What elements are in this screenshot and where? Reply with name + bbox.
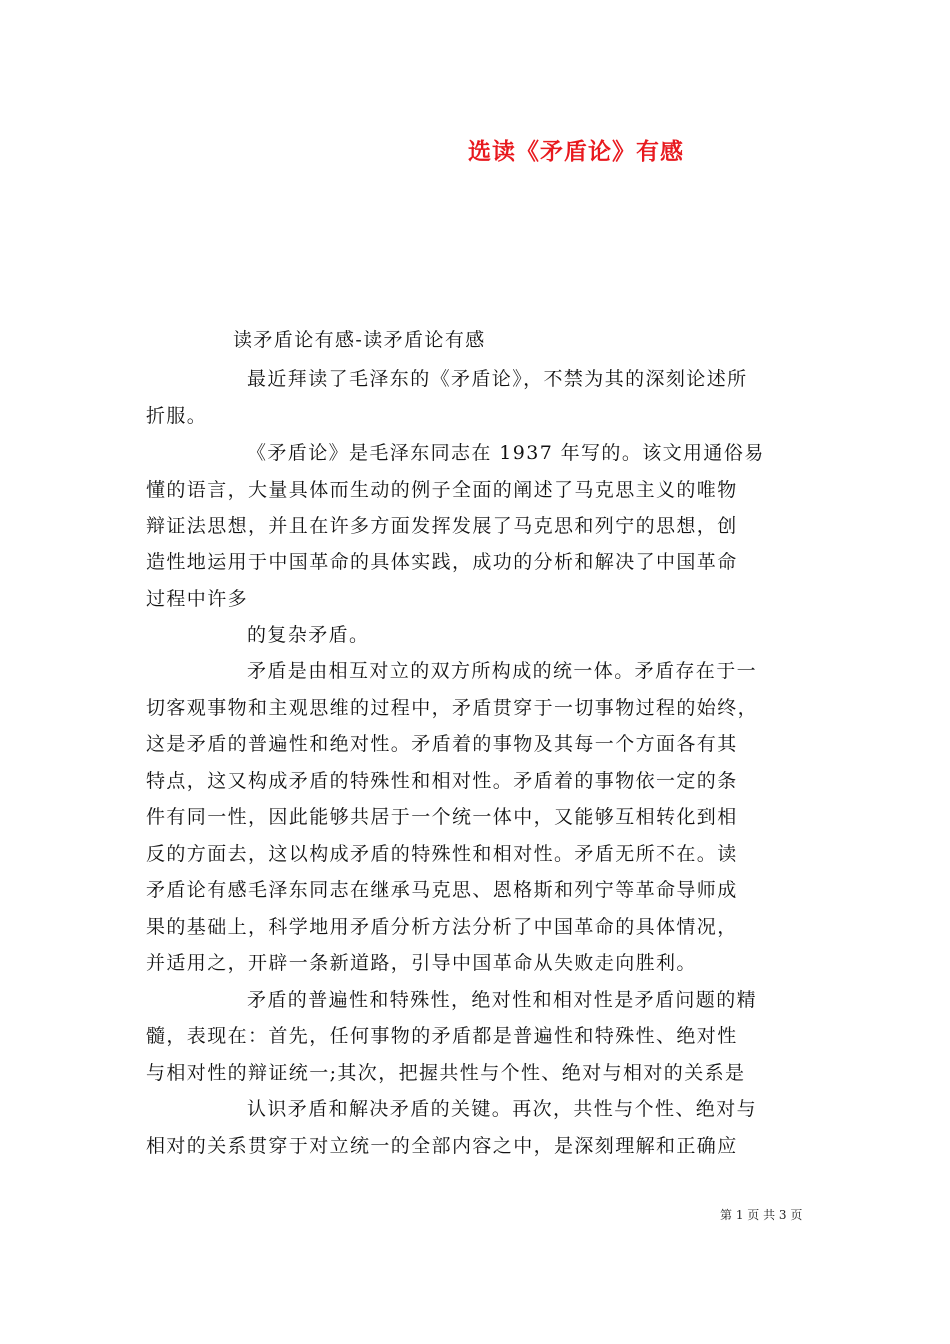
paragraph-line: 特点，这又构成矛盾的特殊性和相对性。矛盾着的事物依一定的条 [146,770,738,792]
paragraph-line: 果的基础上，科学地用矛盾分析方法分析了中国革命的具体情况， [146,916,738,938]
paragraph-line: 认识矛盾和解决矛盾的关键。再次，共性与个性、绝对与 [247,1098,758,1120]
document-title: 选读《矛盾论》有感 [468,138,684,165]
paragraph-line: 造性地运用于中国革命的具体实践，成功的分析和解决了中国革命 [146,551,738,573]
paragraph-line: 相对的关系贯穿于对立统一的全部内容之中，是深刻理解和正确应 [146,1135,738,1157]
paragraph-line: 反的方面去，这以构成矛盾的特殊性和相对性。矛盾无所不在。读 [146,843,738,865]
page-number: 第 1 页 共 3 页 [720,1208,803,1222]
paragraph-line: 矛盾论有感毛泽东同志在继承马克思、恩格斯和列宁等革命导师成 [146,879,738,901]
paragraph-line: 过程中许多 [146,588,249,610]
paragraph-line: 折服。 [146,405,208,427]
paragraph-line: 最近拜读了毛泽东的《矛盾论》，不禁为其的深刻论述所 [247,368,748,390]
paragraph-line: 辩证法思想，并且在许多方面发挥发展了马克思和列宁的思想，创 [146,515,738,537]
paragraph-line: 件有同一性，因此能够共居于一个统一体中，又能够互相转化到相 [146,806,738,828]
paragraph-line: 矛盾是由相互对立的双方所构成的统一体。矛盾存在于一 [247,660,758,682]
paragraph-line: 并适用之，开辟一条新道路，引导中国革命从失败走向胜利。 [146,952,697,974]
paragraph-line: 《矛盾论》是毛泽东同志在 1937 年写的。该文用通俗易 [247,442,765,464]
paragraph-line: 的复杂矛盾。 [247,624,370,646]
paragraph-line: 切客观事物和主观思维的过程中，矛盾贯穿于一切事物过程的始终， [146,697,759,719]
paragraph-line: 髓，表现在：首先，任何事物的矛盾都是普遍性和特殊性、绝对性 [146,1025,738,1047]
paragraph-line: 与相对性的辩证统一;其次，把握共性与个性、绝对与相对的关系是 [146,1062,746,1084]
subtitle-line: 读矛盾论有感-读矛盾论有感 [233,329,486,351]
paragraph-line: 这是矛盾的普遍性和绝对性。矛盾着的事物及其每一个方面各有其 [146,733,738,755]
paragraph-line: 懂的语言，大量具体而生动的例子全面的阐述了马克思主义的唯物 [146,479,738,501]
paragraph-line: 矛盾的普遍性和特殊性，绝对性和相对性是矛盾问题的精 [247,989,758,1011]
